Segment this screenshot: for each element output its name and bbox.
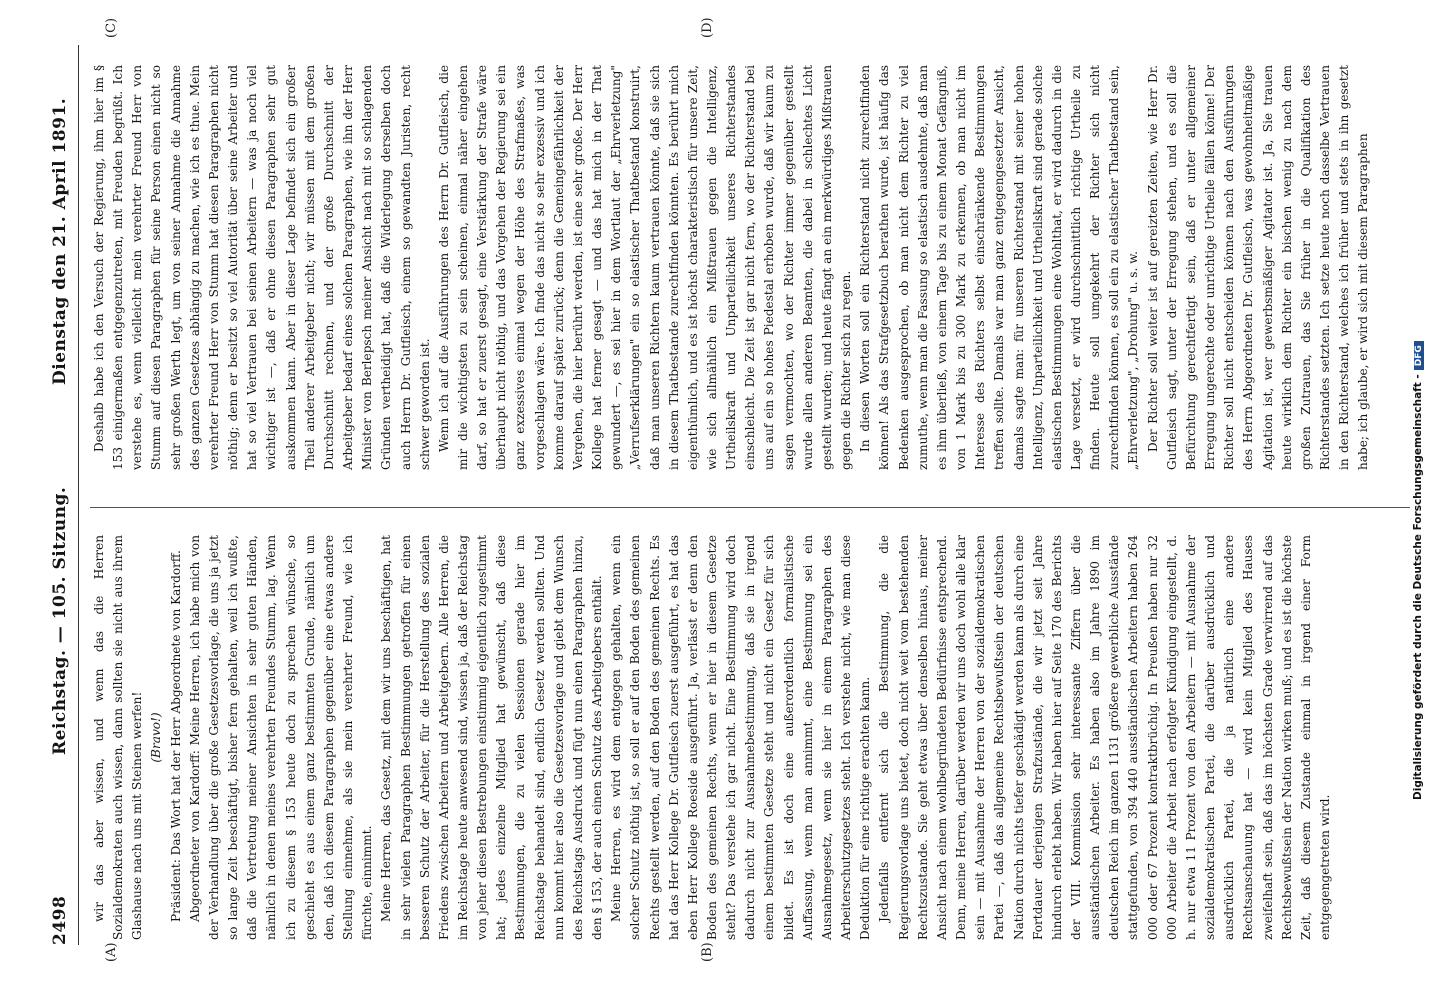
page-number: 2498 — [50, 895, 70, 945]
paragraph: In diesen Worten soll ein Richterstand nicht zurechtfinden können! Als das Strafgesetzbuch berathen wurde, ist häufig das Bedenken ausgesprochen, ob man nicht dem Richter zu viel zumuthe, wenn man die Fassung so elastisch ausdehnte, daß man es ihm überließ, von einem Tage bis zu einem Monat Gefängniß, von 1 Mark bis zu 300 Mark zu erkennen, ob man nicht im Interesse des Richters selbst einschränkende Bestimmungen treffen sollte. Damals war man ganz entgegengesetzter Ansicht, damals sagte man: für unseren Richterstand mit seiner hohen Intelligenz, Unparteilichkeit und Urtheilskraft sind gerade solche elastischen Bestimmungen eine Wohlthat, er wird dadurch in die Lage versetzt, er wird durchschnittlich richtige Urtheile zu finden. Heute soll umgekehrt der Richter sich nicht zurechtfinden können, es soll ein zu elastischer Thatbestand sein, „Ehrverletzung", „Drohung" u. s. w. — [858, 65, 1141, 470]
header-left-title: Reichstag. — 105. Sitzung. — [50, 486, 70, 755]
paragraph: Jedenfalls entfernt sich die Bestimmung, die die Regierungsvorlage uns bietet, doch nicht weit vom bestehenden Rechtszustande. Sie geht etwas über denselben hinaus, meiner Ansicht nach einem wohlbegründeten Bedürfnisse entsprechend. Denn, meine Herren, darüber werden wir uns doch wohl alle klar sein — mit Ausnahme der Herren von der sozialdemokratischen Partei —, daß das allgemeine Rechtsbewußtsein der deutschen Nation durch nichts tiefer geschädigt werden kann als durch eine Fortdauer derjenigen Strafzustände, die wir jetzt seit Jahre hindurch erlebt haben. Wir haben hier auf Seite 170 des Berichts der VIII. Kommission sehr interessante Ziffern über die ausständischen Arbeiter. Es haben also im Jahre 1890 im deutschen Reich im ganzen 1131 größere gewerbliche Ausstände stattgefunden, von 394 440 ausständischen Arbeitern haben 264 000 oder 67 Prozent kontraktbrüchig. In Preußen haben nur 32 000 Arbeiter die Arbeit nach erfolgter Kündigung eingestellt, d. h. nur etwa 11 Prozent von den Arbeitern — mit Ausnahme der sozialdemokratischen Partei, die darüber ausdrücklich und ausdrücklich Partei, die ja natürlich eine andere Rechtsanschauung hat — wird kein Mitglied des Hauses zweifelhaft sein, daß das im höchsten Grade verwirrend auf das Rechtsbewußtsein der Nation wirken muß; und es ist die höchste Zeit, daß diesem Zustande einmal in irgend einer Form entgegengetreten wird. — [877, 535, 1332, 940]
digitization-credit — [1412, 20, 1428, 800]
margin-label-c: (C) — [104, 17, 119, 38]
paragraph: wir das aber wissen, und wenn das die Herren Sozialdemokraten auch wissen, dann sollten sie nicht aus ihrem Glashause nach uns mit Steinen werfen! — [92, 535, 145, 940]
paragraph: Präsident: Das Wort hat der Herr Abgeordnete von Kardorff. — [168, 550, 183, 922]
paragraph: Abgeordneter von Kardorff: Meine Herren, ich habe mich von der Verhandlung über die große Gesetzesvorlage, die uns ja jetzt so lange Zeit beschäftigt, bisher fern gehalten, weil ich wußte, daß die Vertretung meiner Ansichten in sehr guten Händen, nämlich in denen meines verehrten Freundes Stumm, lag. Wenn ich zu diesem § 153 heute doch zu sprechen wünsche, so geschieht es aus einem ganz bestimmten Grunde, nämlich um den, daß ich diesem Paragraphen gegenüber eine etwas andere Stellung einnehme, als sie mein verehrter Freund, wie ich fürchte, einnimmt. — [187, 535, 375, 940]
left-column — [90, 535, 1335, 940]
column-divider — [90, 507, 1410, 508]
credit-text: Digitalisierung gefördert durch die Deutsche Forschungsgemeinschaft - — [1412, 374, 1424, 800]
header-right-title: Dienstag den 21. April 1891. — [50, 97, 70, 385]
margin-label-d: (D) — [700, 17, 715, 38]
margin-label-b: (B) — [700, 942, 715, 962]
paragraph: Deshalb habe ich den Versuch der Regierung, ihm hier im § 153 einigermaßen entgegenzutreten, mit Freuden begrüßt. Ich verstehe es, wenn vielleicht mein verehrter Freund Herr von Stumm auf diesen Paragraphen für seine Person einen nicht so sehr großen Werth legt, um von seiner Annahme die Annahme des ganzen Gesetzes abhängig zu machen, wie ich es thue. Mein verehrter Freund Herr von Stumm hat diesen Paragraphen nicht nöthig; denn er besitzt so viel Autorität über seine Arbeiter und hat so viel Vertrauen bei seinen Arbeitern — was ja noch viel wichtiger ist —, daß er ohne diesen Paragraphen sehr gut auskommen kann. Aber in dieser Lage befindet sich ein großer Theil anderer Arbeitgeber nicht; wir müssen mit dem großen Durchschnitt rechnen, und der große Durchschnitt der Arbeitgeber bedarf eines solchen Paragraphen, wie ihn der Herr Minister von Berlepsch meiner Ansicht nach mit so schlagenden Gründen vertheidigt hat, daß die Widerlegung derselben doch auch Herrn Dr. Gutfleisch, einem so gewandten Juristen, recht schwer geworden ist. — [92, 65, 432, 470]
paragraph: Meine Herren, es wird dem entgegen gehalten, wenn ein solcher Schutz nöthig ist, so soll er auf den Boden des gemeinen Rechts gestellt werden, auf den Boden des gemeinen Rechts. Es hat das Herr Kollege Dr. Gutfleisch zuerst ausgeführt, es hat das eben Herr Kollege Roeside ausgeführt. Ja, verlässt er denn den Boden des gemeinen Rechts, wenn er hier in diesem Gesetze steht? Das verstehe ich gar nicht. Eine Bestimmung wird doch dadurch nicht zur Ausnahmebestimmung, daß sie in irgend einem bestimmten Gesetze steht und nicht ein Gesetz für sich bildet. Es ist doch eine außerordentlich formalistische Auffassung, wenn man annimmt, eine Bestimmung sei ein Ausnahmegesetz, wenn sie hier in einem Paragraphen des Arbeiterschutzgesetzes steht. Ich verstehe nicht, wie man diese Deduktion für eine richtige erachten kann. — [609, 535, 873, 940]
paragraph: Wenn ich auf die Ausführungen des Herrn Dr. Gutfleisch, die mir die wichtigsten zu sein scheinen, einmal näher eingehen darf, so hat er zuerst gesagt, eine Verstärkung der Strafe wäre überhaupt nicht nöthig, und das Vorgehen der Regierung sei ein ganz exzessives einmal wegen der Höhe des Strafmaßes, was vorgeschlagen wäre. Ich finde das nicht so sehr exzessiv und ich komme darauf später zurück; denn die Gemeingefährlichkeit der Vergehen, die hier berührt werden, ist eine sehr große. Der Herr Kollege hat ferner gesagt — und das hat mich in der That gewundert —, es sei hier in dem Wortlaut der „Ehrverletzung" „Verrufserklärungen" ein so elastischer Thatbestand konstruirt, daß man unseren Richtern kaum vertrauen könnte, daß sie sich in diesem Thatbestande zurechtfinden könnten. Es berührt mich eigenthümlich, und es ist höchst charakteristisch für unsere Zeit, wie sich allmählich ein Mißtrauen gegen die Intelligenz, Urtheilskraft und Unparteilichkeit unseres Richterstandes einschleicht. Die Zeit ist gar nicht fern, wo der Richterstand bei uns auf ein so hohes Piedestal erhoben wurde, daß wir kaum zu sagen vermochten, wo der Richter immer gegenüber gestellt wurde allen anderen Beamten, die dabei in schlechtes Licht gestellt wurden; und heute fängt an ein merkwürdiges Mißtrauen gegen die Richter sich zu regen. — [436, 65, 854, 470]
margin-label-a: (A) — [104, 942, 119, 962]
applause-note: (Bravo!) — [149, 712, 164, 763]
header-rule — [78, 45, 79, 945]
paragraph: Der Richter soll weiter ist auf gereizten Zeiten, wie Herr Dr. Gutfleisch sagt, unter der Erregung stehen, und es soll die Befürchtung gerechtfertigt sein, daß er unter allgemeiner Erregung ungerechte oder unrichtige Urtheile fällen könne! Der Richter soll nicht entscheiden können nach den Ausführungen des Herrn Abgeordneten Dr. Gutfleisch, was gewohnheitmäßige Agitation ist, wer gewerbsmäßiger Agitator ist. Ja, Sie trauen heute wirklich dem Richter ein bischen wenig zu nach dem großen Zutrauen, das Sie früher in die Qualifikation des Richterstandes setzten. Ich setze heute noch dasselbe Vertrauen in den Richterstand, welches ich früher und stets in ihn gesetzt habe; ich glaube, er wird sich mit diesem Paragraphen — [1145, 65, 1371, 470]
right-column — [90, 65, 1373, 470]
dfg-logo: DFG — [1414, 341, 1424, 370]
page-header — [50, 45, 74, 945]
paragraph: Meine Herren, das Gesetz, mit dem wir uns beschäftigen, hat in sehr vielen Paragraphen Bestimmungen getroffen für einen besseren Schutz der Arbeiter, für die Herstellung des sozialen Friedens zwischen Arbeitern und Arbeitgebern. Alle Herren, die im Reichstage heute anwesend sind, wissen ja, daß der Reichstag von jeher diesen Bestrebungen einstimmig eigentlich zugestimmt hat; jedes einzelne Mitglied hat gewünscht, daß diese Bestimmungen, die zu vielen Sessionen gerade hier im Reichstage behandelt sind, endlich Gesetz werden sollten. Und nun kommt hier also die Gesetzesvorlage und giebt dem Wunsch des Reichstags Ausdruck und fügt nun einen Paragraphen hinzu, den § 153, der auch einen Schutz des Arbeitgebers enthält. — [379, 535, 605, 940]
